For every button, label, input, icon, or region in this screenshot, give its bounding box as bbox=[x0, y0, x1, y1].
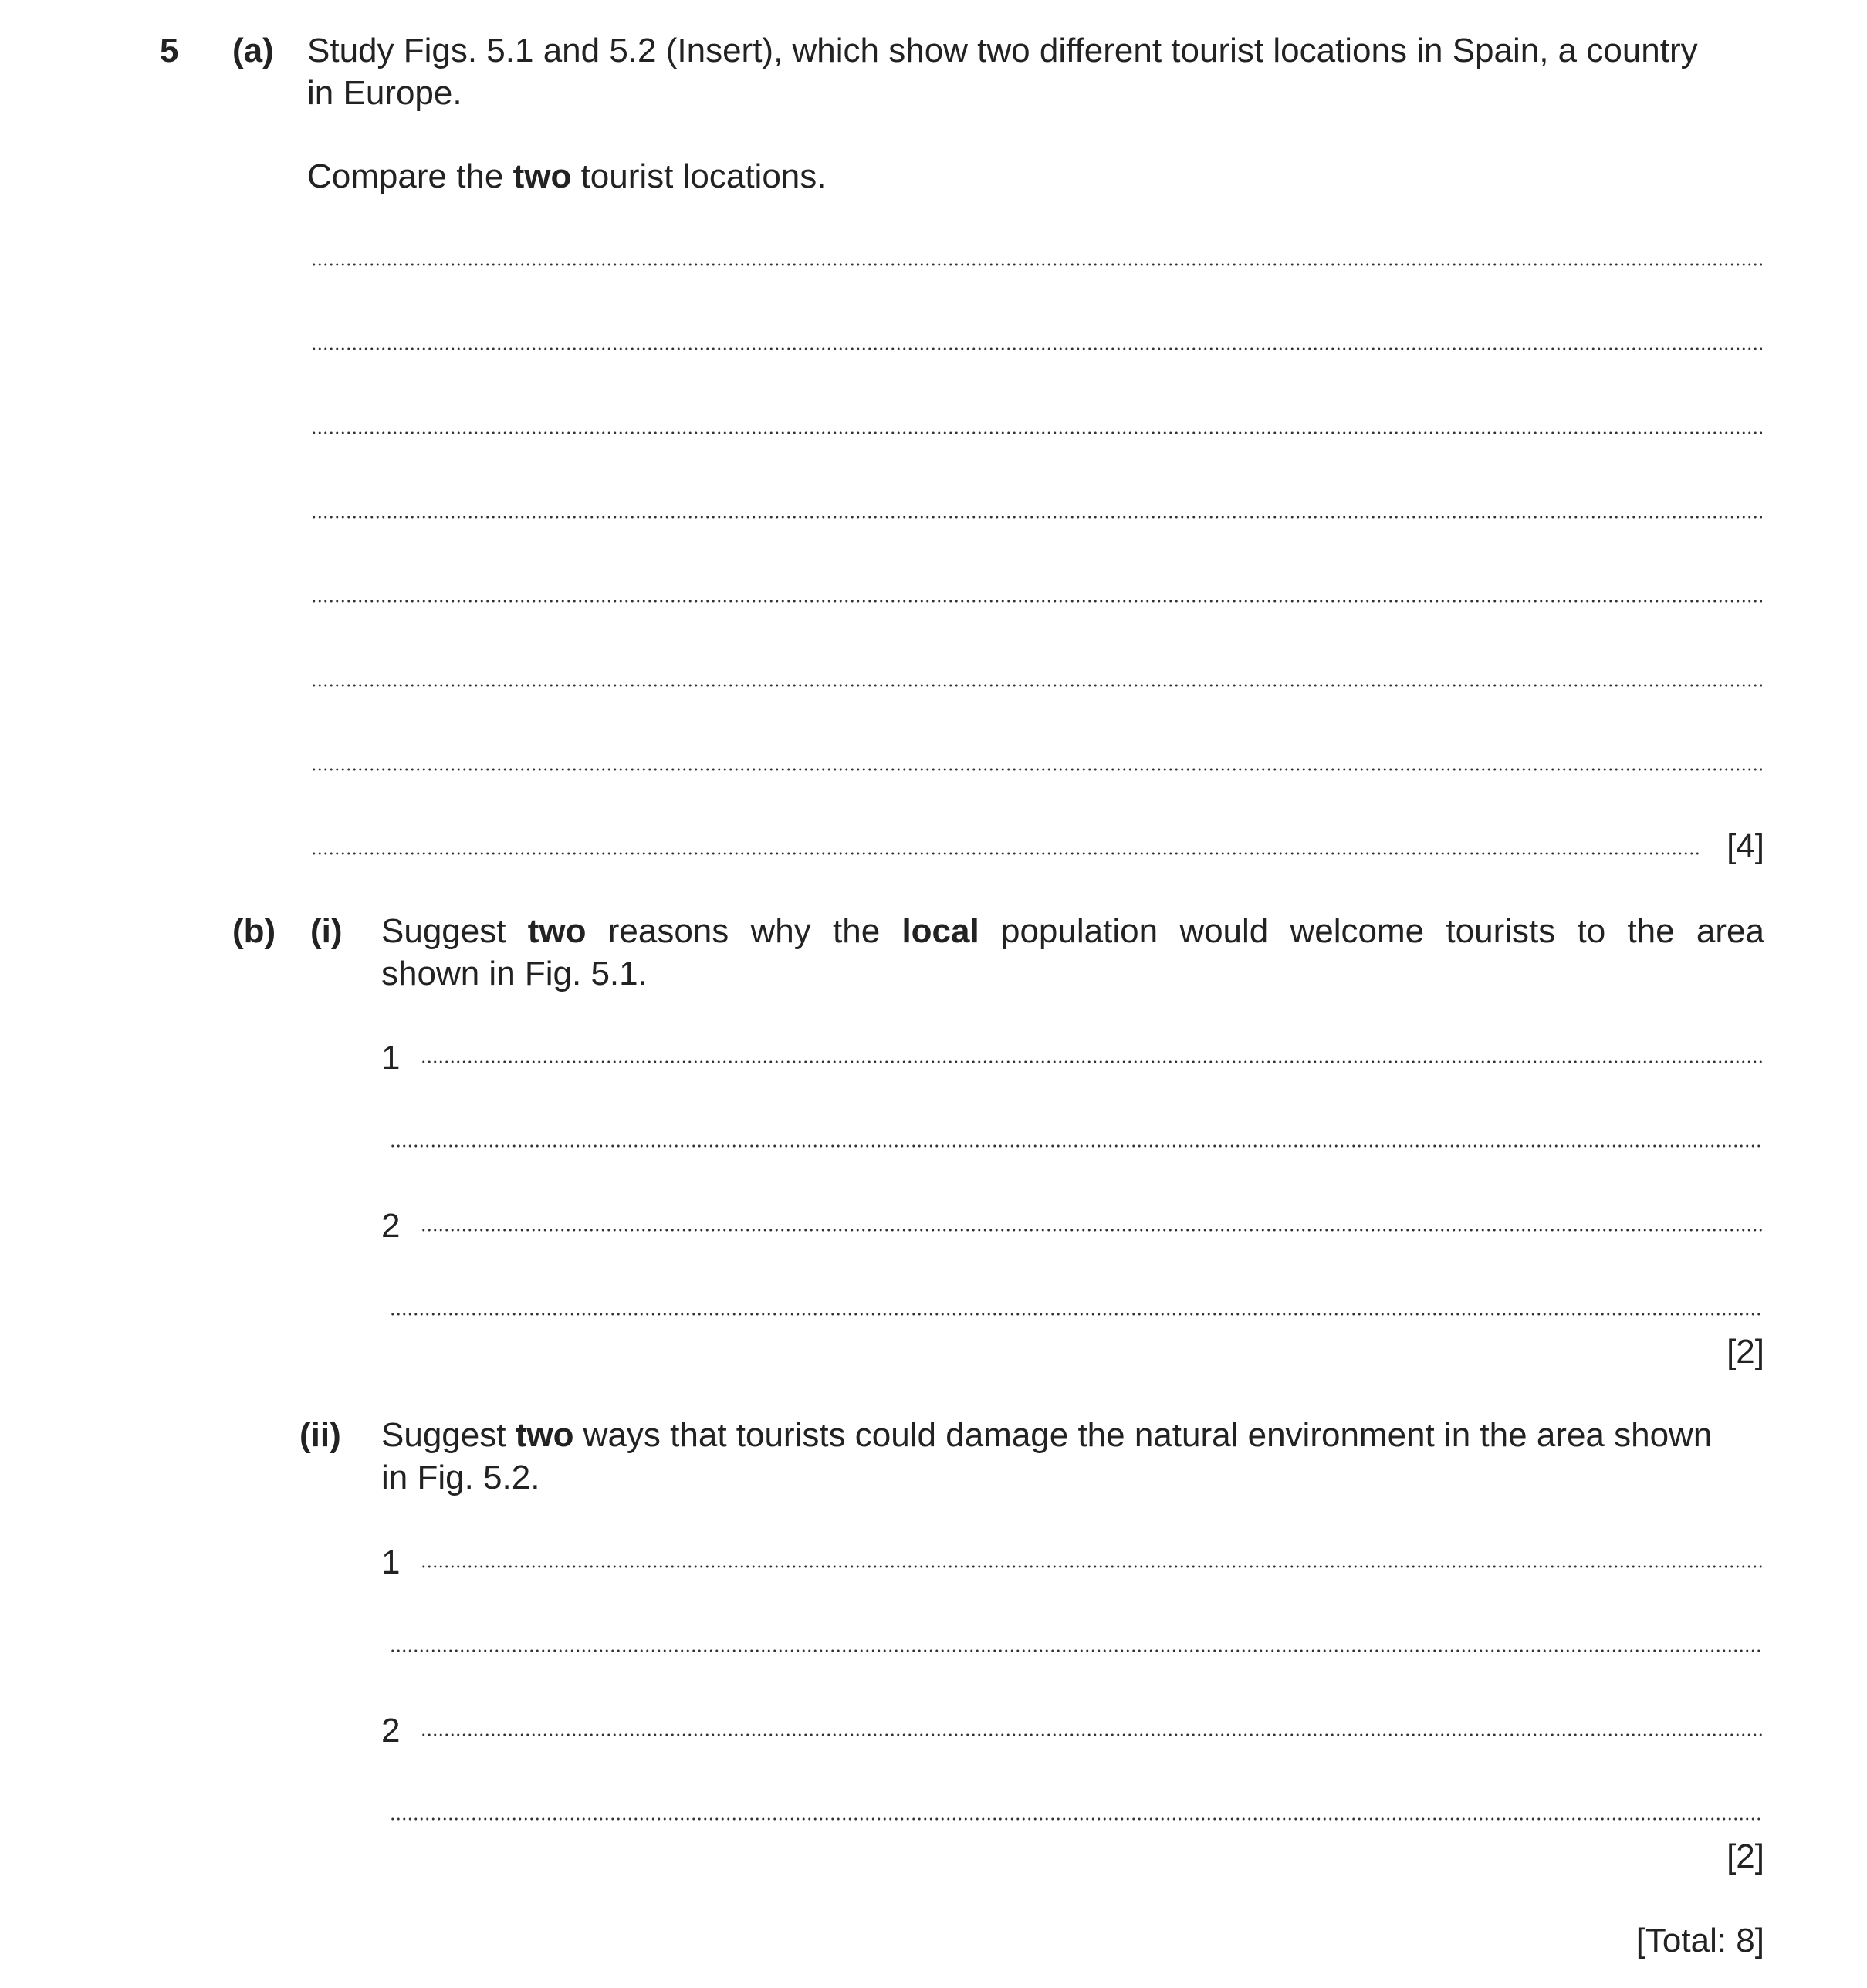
part-b-ii-prompt-line2: in Fig. 5.2. bbox=[381, 1459, 540, 1496]
word: welcome bbox=[1290, 912, 1425, 950]
part-a-instruction bbox=[307, 157, 827, 195]
total-marks: [Total: 8] bbox=[1635, 1922, 1764, 1959]
answer-number-2: 2 bbox=[381, 1712, 401, 1750]
answer-line-b-i-1b[interactable] bbox=[390, 1144, 1762, 1148]
word: to bbox=[1577, 912, 1606, 950]
prompt-bold: two bbox=[515, 1416, 574, 1454]
part-b-ii-label: (ii) bbox=[299, 1416, 341, 1454]
instruction-pre: Compare the bbox=[307, 157, 513, 195]
answer-line-a-7[interactable] bbox=[311, 768, 1762, 771]
word: the bbox=[1627, 912, 1675, 950]
instruction-post: tourist locations. bbox=[571, 157, 827, 195]
answer-number-1: 1 bbox=[381, 1543, 401, 1581]
answer-line-a-8[interactable] bbox=[311, 852, 1700, 855]
word: area bbox=[1696, 912, 1764, 950]
answer-number-2: 2 bbox=[381, 1207, 401, 1245]
answer-number-1: 1 bbox=[381, 1039, 401, 1077]
part-b-i-prompt-line1 bbox=[381, 912, 1764, 950]
answer-line-b-i-2b[interactable] bbox=[390, 1313, 1762, 1316]
part-a-intro-line2: in Europe. bbox=[307, 74, 462, 112]
question-number: 5 bbox=[160, 32, 179, 69]
part-b-i-marks: [2] bbox=[1727, 1333, 1764, 1371]
word: population bbox=[1000, 912, 1158, 950]
word: tourists bbox=[1446, 912, 1556, 950]
word: reasons bbox=[607, 912, 729, 950]
word-bold: local bbox=[901, 912, 979, 950]
part-b-i-prompt-line2: shown in Fig. 5.1. bbox=[381, 955, 648, 992]
answer-line-b-i-1a[interactable] bbox=[421, 1060, 1762, 1063]
instruction-bold: two bbox=[512, 157, 572, 195]
answer-line-a-5[interactable] bbox=[311, 600, 1762, 603]
answer-line-a-3[interactable] bbox=[311, 431, 1762, 434]
word: the bbox=[833, 912, 881, 950]
part-b-ii-marks: [2] bbox=[1727, 1838, 1764, 1875]
answer-line-b-ii-2b[interactable] bbox=[390, 1817, 1762, 1821]
answer-line-b-ii-2a[interactable] bbox=[421, 1733, 1762, 1736]
answer-line-a-2[interactable] bbox=[311, 347, 1762, 350]
prompt-post: ways that tourists could damage the natural environment in the area shown bbox=[573, 1416, 1713, 1454]
part-a-intro-line1: Study Figs. 5.1 and 5.2 (Insert), which show two different tourist locations in Spain, a country bbox=[307, 32, 1698, 69]
part-b-label: (b) bbox=[232, 912, 276, 950]
answer-line-a-4[interactable] bbox=[311, 516, 1762, 519]
word: why bbox=[750, 912, 811, 950]
word: would bbox=[1179, 912, 1269, 950]
word-bold: two bbox=[527, 912, 587, 950]
part-a-marks: [4] bbox=[1727, 827, 1764, 865]
answer-line-a-6[interactable] bbox=[311, 684, 1762, 687]
answer-line-b-ii-1a[interactable] bbox=[421, 1565, 1762, 1568]
answer-line-a-1[interactable] bbox=[311, 263, 1762, 266]
part-b-i-label: (i) bbox=[310, 912, 343, 950]
part-b-ii-prompt-line1 bbox=[381, 1418, 1764, 1452]
answer-line-b-ii-1b[interactable] bbox=[390, 1649, 1762, 1652]
prompt-pre: Suggest bbox=[381, 1416, 516, 1454]
word: Suggest bbox=[381, 912, 506, 950]
answer-line-b-i-2a[interactable] bbox=[421, 1229, 1762, 1232]
part-a-label: (a) bbox=[232, 32, 274, 69]
